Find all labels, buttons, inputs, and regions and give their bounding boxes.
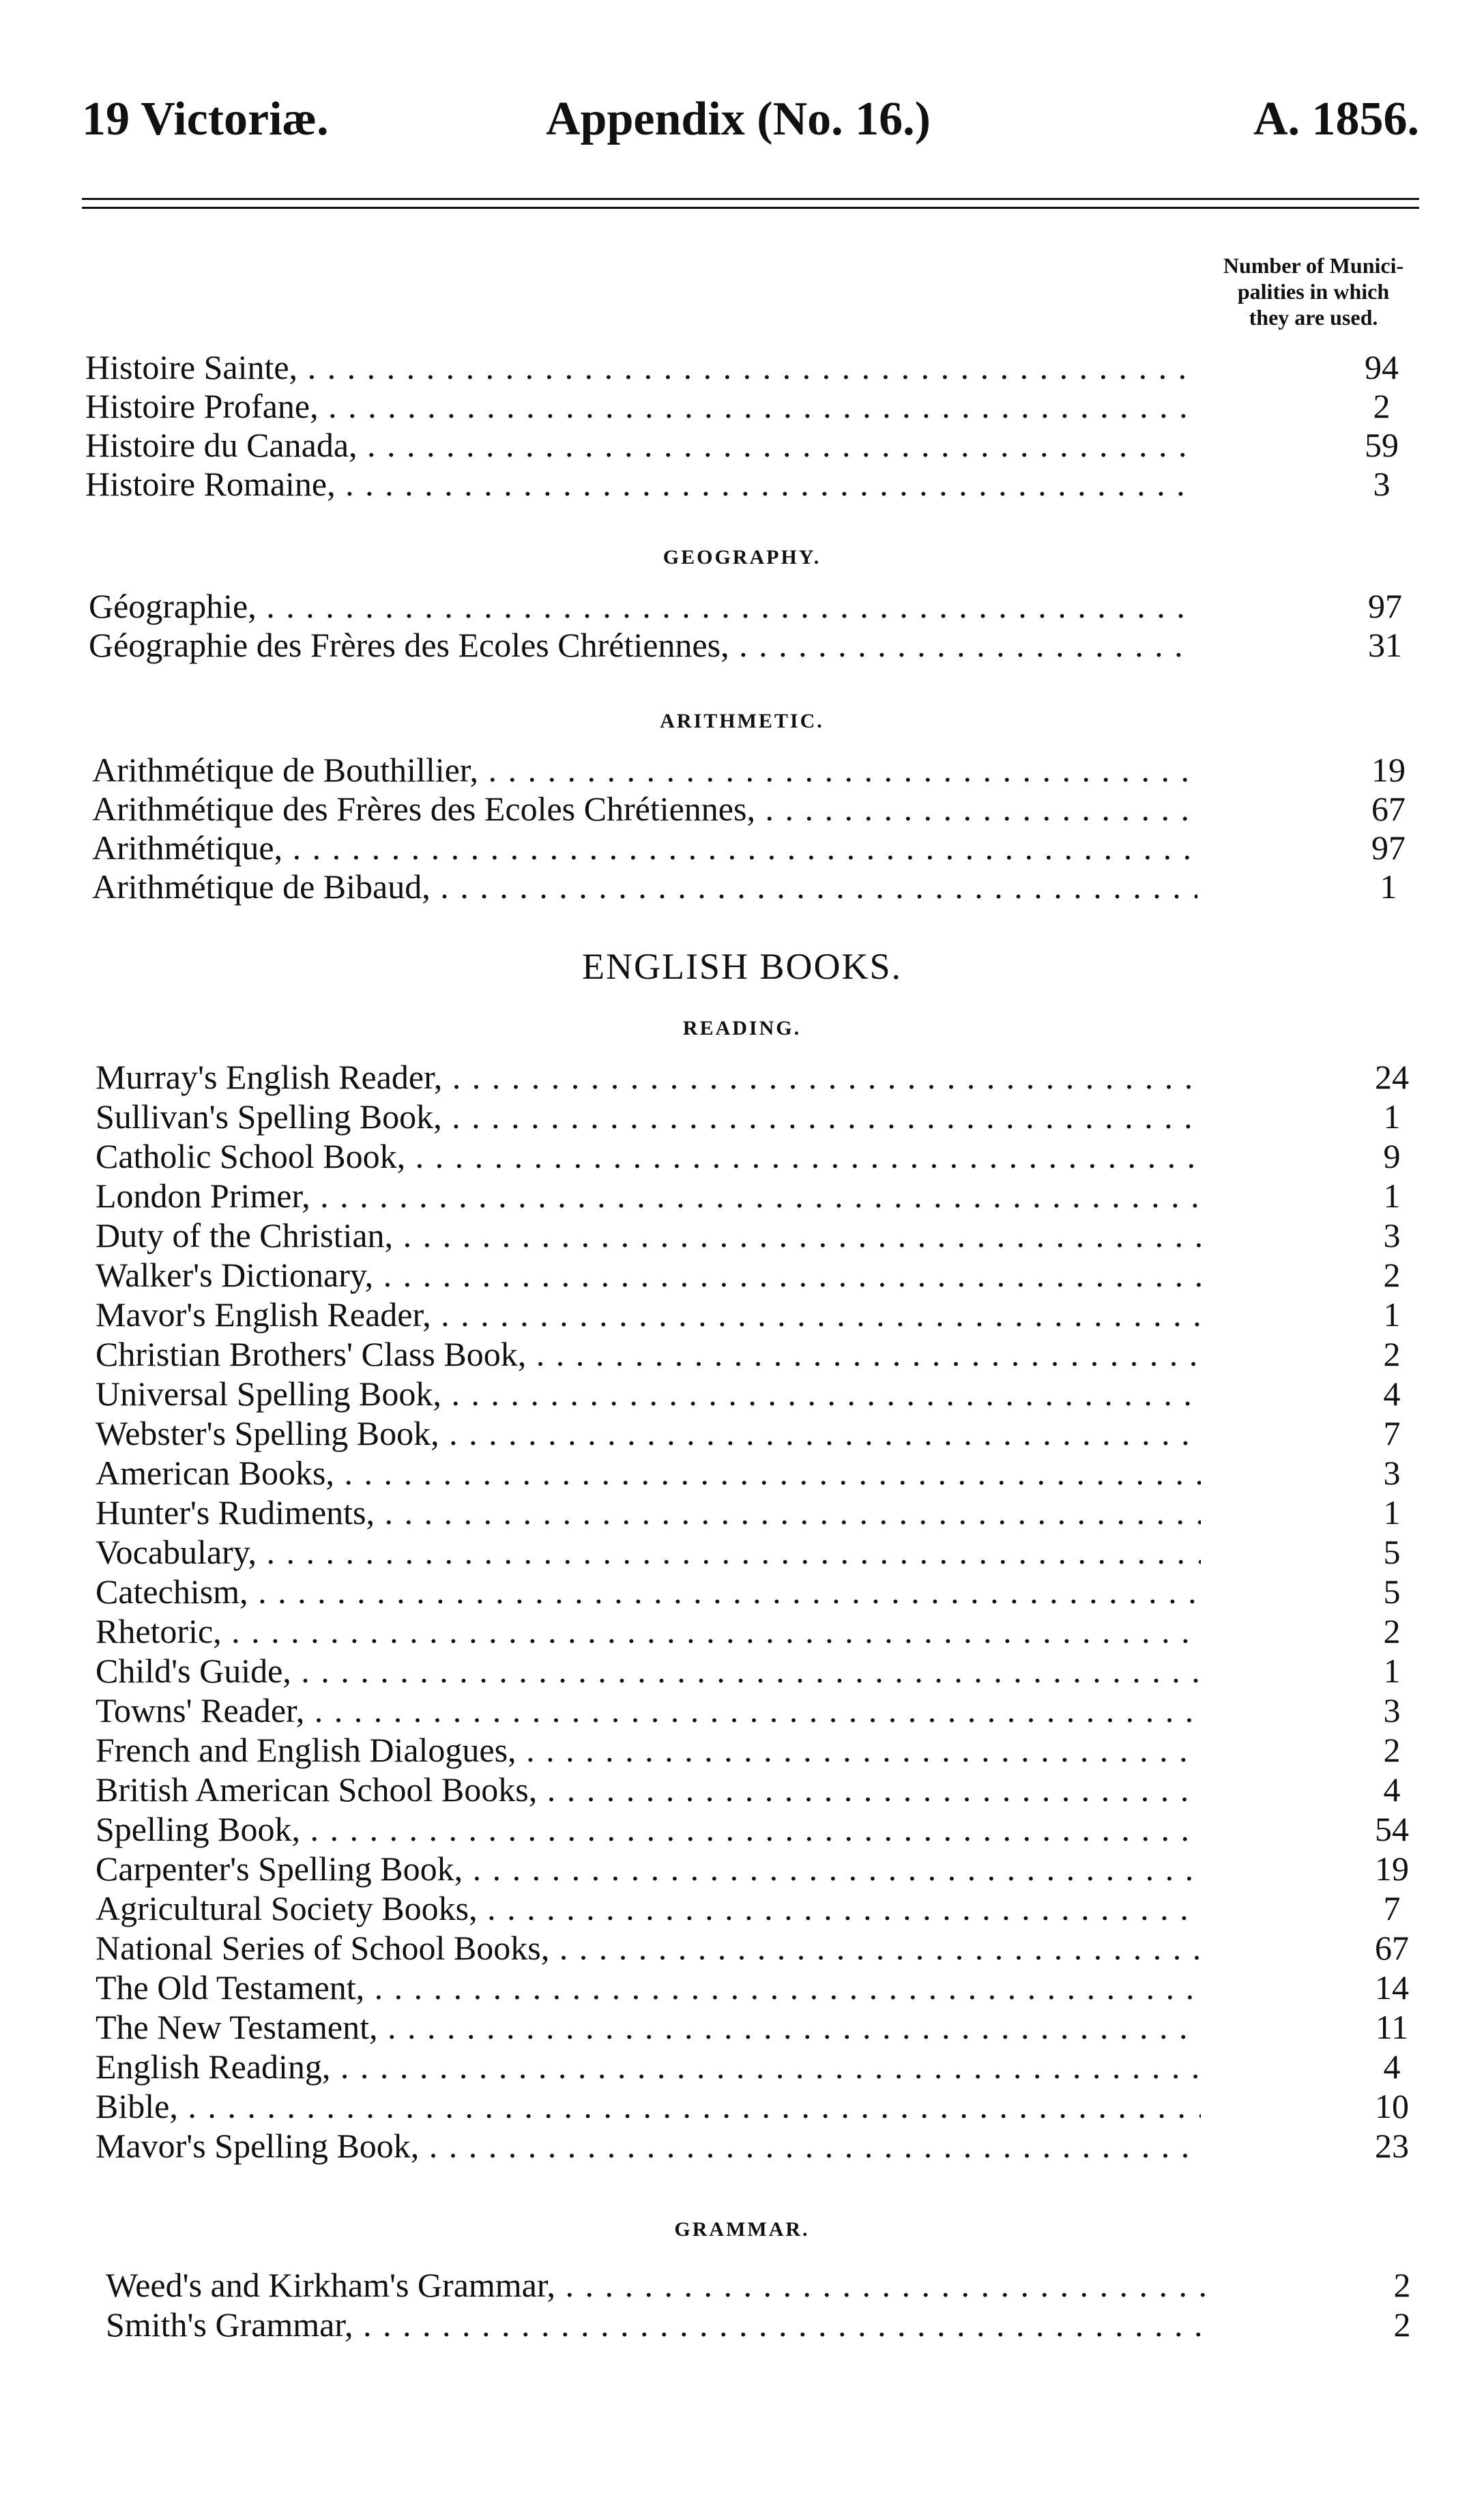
item-label: French and English Dialogues, . . . [96,1731,1201,1769]
item-count: 1 [1383,1652,1401,1690]
item-label: Duty of the Christian, . . . [96,1216,1201,1254]
header-appendix: Appendix (No. 16.) [546,93,931,145]
item-count: 31 [1368,626,1402,664]
item-count: 67 [1371,790,1406,828]
item-count: 11 [1375,2008,1409,2046]
header-rule-top [82,198,1419,200]
item-label: Towns' Reader, . . . [96,1691,1201,1729]
item-count: 1 [1380,867,1397,906]
item-count: 97 [1368,587,1402,625]
item-count: 2 [1373,387,1391,425]
item-label: Spelling Book, . . . [96,1810,1201,1848]
item-count: 94 [1365,348,1399,386]
item-count: 4 [1383,2047,1401,2086]
item-count: 5 [1383,1533,1401,1571]
header-rule-bottom [82,207,1419,209]
item-count: 4 [1383,1375,1401,1413]
item-label: Bible, . . . [96,2087,1201,2125]
item-label: Vocabulary, . . . [96,1533,1201,1571]
item-label: Webster's Spelling Book, . . . [96,1414,1201,1452]
item-label: Histoire Profane, . . . [85,387,1191,425]
item-label: Walker's Dictionary, . . . [96,1256,1201,1294]
item-count: 2 [1393,2266,1411,2304]
item-label: Weed's and Kirkham's Grammar, . . . [106,2266,1211,2304]
item-count: 10 [1375,2087,1409,2125]
item-count: 19 [1371,751,1406,789]
item-count: 7 [1383,1414,1401,1452]
item-count: 1 [1383,1493,1401,1532]
item-label: Universal Spelling Book, . . . [96,1375,1201,1413]
item-label: Arithmétique de Bibaud, . . . [92,867,1197,906]
item-label: National Series of School Books, . . . [96,1929,1201,1967]
item-count: 3 [1373,465,1391,503]
section-heading-english-books: ENGLISH BOOKS. [581,946,903,987]
item-count: 9 [1383,1137,1401,1175]
item-count: 2 [1383,1335,1401,1373]
item-count: 4 [1383,1770,1401,1809]
item-label: Catholic School Book, . . . [96,1137,1201,1175]
item-label: Catechism, . . . [96,1572,1201,1611]
header-session: 19 Victoriæ. [82,93,329,145]
item-count: 3 [1383,1216,1401,1254]
item-count: 7 [1383,1889,1401,1927]
item-label: Arithmétique de Bouthillier, . . . [92,751,1197,789]
item-count: 1 [1383,1097,1401,1136]
section-heading-arithmetic: ARITHMETIC. [660,710,824,732]
item-label: Géographie des Frères des Ecoles Chrétiennes, . . . [89,626,1194,664]
item-label: Histoire du Canada, . . . [85,426,1191,464]
item-label: London Primer, . . . [96,1177,1201,1215]
item-count: 97 [1371,829,1406,867]
item-count: 23 [1375,2127,1409,2165]
item-label: The New Testament, . . . [96,2008,1201,2046]
item-count: 3 [1383,1691,1401,1729]
item-label: The Old Testament, . . . [96,1968,1201,2007]
item-label: Géographie, . . . [89,587,1194,625]
item-label: Mavor's English Reader, . . . [96,1295,1201,1334]
item-label: Murray's English Reader, . . . [96,1058,1201,1096]
item-label: Agricultural Society Books, . . . [96,1889,1201,1927]
page-header [82,92,1419,154]
item-label: Sullivan's Spelling Book, . . . [96,1097,1201,1136]
item-label: Histoire Romaine, . . . [85,465,1191,503]
item-count: 14 [1375,1968,1409,2007]
item-label: Arithmétique, . . . [92,829,1197,867]
item-count: 1 [1383,1295,1401,1334]
column-header-line2: palities in which [1237,279,1390,304]
item-count: 1 [1383,1177,1401,1215]
item-count: 19 [1375,1850,1409,1888]
item-label: Smith's Grammar, . . . [106,2305,1211,2344]
item-count: 67 [1375,1929,1409,1967]
item-label: Child's Guide, . . . [96,1652,1201,1690]
section-heading-geography: GEOGRAPHY. [663,546,821,569]
item-count: 3 [1383,1454,1401,1492]
item-count: 5 [1383,1572,1401,1611]
item-label: Mavor's Spelling Book, . . . [96,2127,1201,2165]
section-heading-grammar: GRAMMAR. [674,2218,810,2241]
item-label: Hunter's Rudiments, . . . [96,1493,1201,1532]
item-label: British American School Books, . . . [96,1770,1201,1809]
item-count: 2 [1383,1731,1401,1769]
column-header-line3: they are used. [1249,305,1378,330]
item-label: English Reading, . . . [96,2047,1201,2086]
item-count: 59 [1365,426,1399,464]
item-label: American Books, . . . [96,1454,1201,1492]
header-year: A. 1856. [1253,93,1419,145]
item-label: Rhetoric, . . . [96,1612,1201,1650]
item-count: 54 [1375,1810,1409,1848]
item-label: Carpenter's Spelling Book, . . . [96,1850,1201,1888]
item-label: Arithmétique des Frères des Ecoles Chrétiennes, . . . [92,790,1197,828]
column-header [1191,253,1436,330]
section-heading-reading: READING. [682,1017,802,1039]
item-count: 2 [1383,1256,1401,1294]
column-header-line1: Number of Munici- [1223,253,1404,278]
item-label: Histoire Sainte, . . . [85,348,1191,386]
item-count: 24 [1375,1058,1409,1096]
item-count: 2 [1383,1612,1401,1650]
item-label: Christian Brothers' Class Book, . . . [96,1335,1201,1373]
item-count: 2 [1393,2305,1411,2344]
